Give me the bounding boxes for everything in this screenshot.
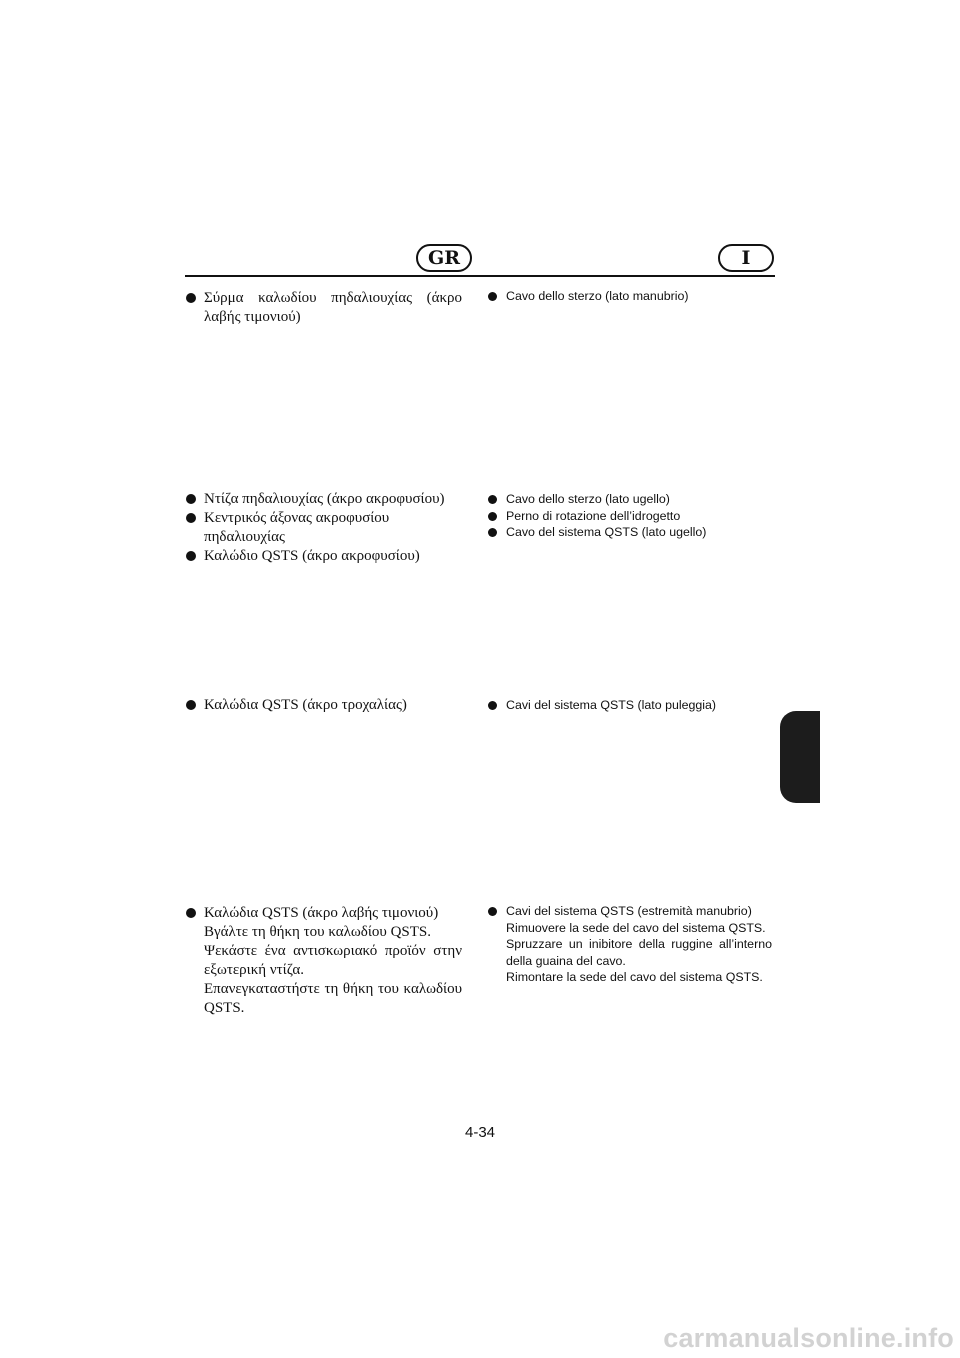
item-text: Καλώδια QSTS (άκρο λαβής τιμονιού) — [204, 905, 439, 921]
list-item — [488, 524, 772, 541]
italian-block-2 — [488, 491, 772, 541]
list-item — [488, 288, 772, 305]
watermark: carmanualsonline.info — [663, 1323, 954, 1353]
list-item — [186, 289, 462, 327]
instruction-text: Βγάλτε τη θήκη του καλωδίου QSTS. — [204, 924, 431, 940]
bullet-icon — [488, 701, 497, 710]
page-number: 4-34 — [464, 1124, 496, 1141]
list-item — [488, 697, 772, 714]
item-text: Cavo del sistema QSTS (lato ugello) — [506, 525, 707, 539]
bullet-icon — [186, 551, 196, 561]
instruction-text: Επανεγκαταστήστε τη θήκη του καλωδίου QSTS. — [204, 981, 462, 1016]
list-item — [488, 491, 772, 508]
bullet-icon — [186, 494, 196, 504]
italian-column — [488, 0, 772, 1358]
item-text: Καλώδιο QSTS (άκρο ακροφυσίου) — [204, 548, 420, 564]
list-item — [186, 490, 462, 509]
instruction-text: Spruzzare un inibitore della ruggine all’interno della guaina del cavo. — [506, 937, 772, 968]
item-text: Cavi del sistema QSTS (estremità manubrio) — [506, 904, 752, 918]
item-text: Σύρμα καλωδίου πηδαλιουχίας (άκρο λαβής τιμονιού) — [204, 290, 462, 325]
italian-block-3 — [488, 697, 772, 714]
language-badge-i: I — [718, 244, 774, 272]
greek-block-4 — [186, 904, 462, 1018]
list-item — [186, 547, 462, 566]
list-item — [488, 508, 772, 525]
greek-block-3 — [186, 696, 462, 715]
item-text: Perno di rotazione dell’idrogetto — [506, 508, 681, 523]
item-text: Κεντρικός άξονας ακροφυσίου πηδαλιουχίας — [204, 510, 390, 545]
bullet-icon — [186, 908, 196, 918]
chapter-tab — [780, 711, 820, 803]
bullet-icon — [186, 700, 196, 710]
bullet-icon — [186, 513, 196, 523]
instruction-text: Ψεκάστε ένα αντισκωριακό προϊόν στην εξωτερική ντίζα. — [204, 943, 462, 978]
greek-column — [186, 0, 462, 1358]
bullet-icon — [488, 495, 497, 504]
item-text: Cavi del sistema QSTS (lato puleggia) — [506, 698, 717, 712]
list-item — [186, 509, 462, 547]
bullet-icon — [488, 512, 497, 521]
list-item — [186, 696, 462, 715]
greek-block-2 — [186, 490, 462, 566]
instruction-text: Rimuovere la sede del cavo del sistema QSTS. — [506, 920, 766, 935]
list-item — [488, 903, 772, 986]
bullet-icon — [488, 528, 497, 537]
italian-block-4 — [488, 903, 772, 986]
language-badge-gr: GR — [416, 244, 472, 272]
item-text: Ντίζα πηδαλιουχίας (άκρο ακροφυσίου) — [204, 491, 445, 507]
instruction-text: Rimontare la sede del cavo del sistema QSTS. — [506, 970, 763, 984]
list-item — [186, 904, 462, 1018]
greek-block-1 — [186, 289, 462, 327]
item-text: Cavo dello sterzo (lato manubrio) — [506, 289, 689, 303]
italian-block-1 — [488, 288, 772, 305]
item-text: Cavo dello sterzo (lato ugello) — [506, 492, 670, 506]
bullet-icon — [186, 293, 196, 303]
bullet-icon — [488, 292, 497, 301]
item-text: Καλώδια QSTS (άκρο τροχαλίας) — [204, 697, 407, 713]
bullet-icon — [488, 907, 497, 916]
